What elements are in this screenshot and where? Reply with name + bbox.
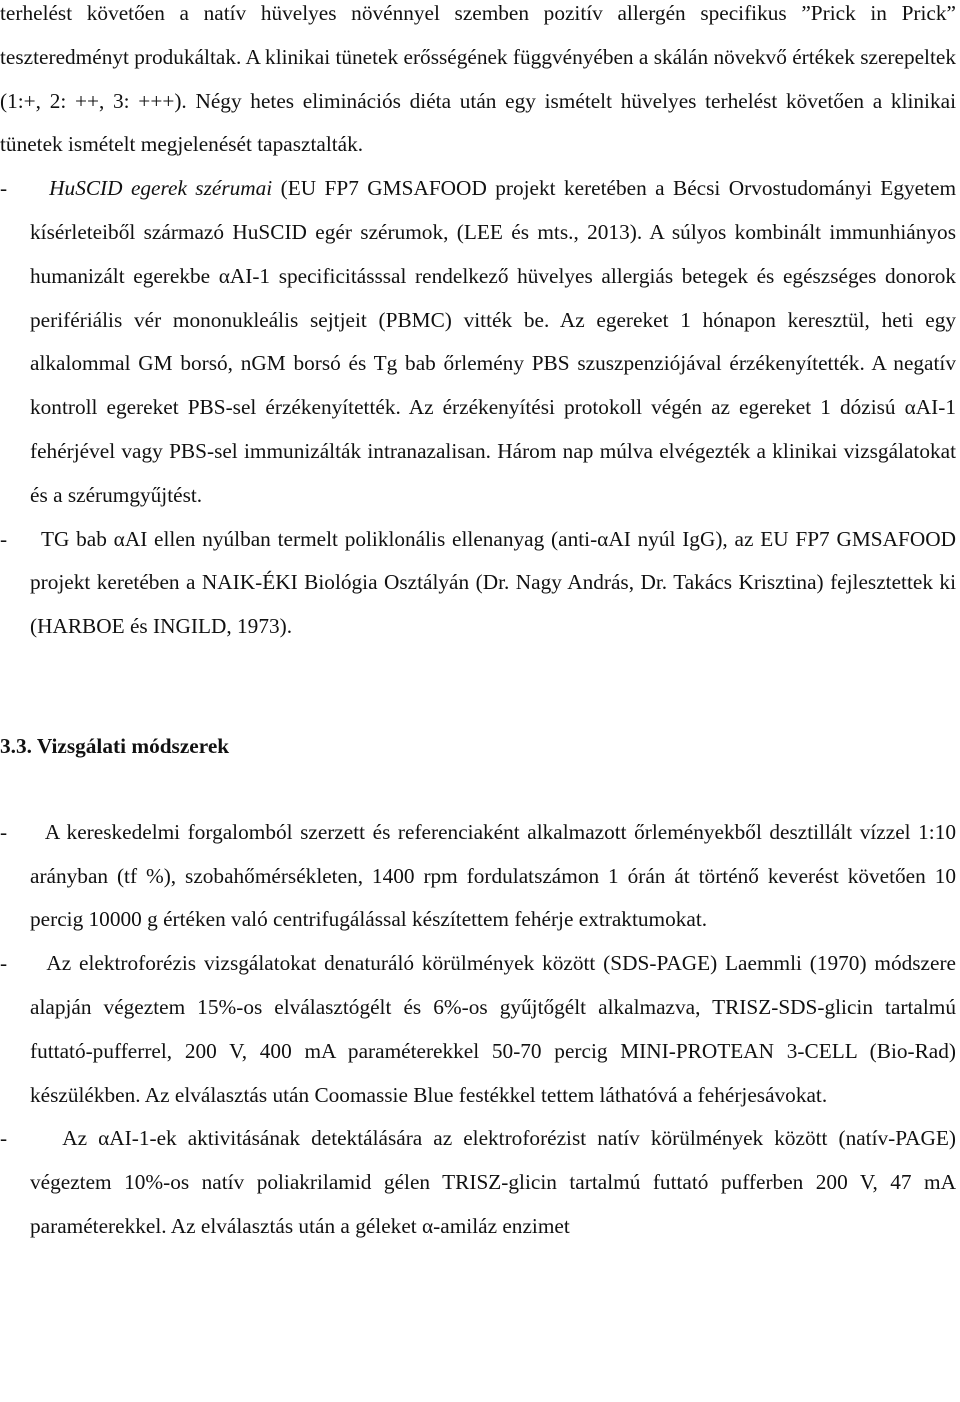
list-item-sds-page <box>0 942 956 1117</box>
paragraph-allergy-patients <box>0 0 956 167</box>
list-item-text: Az αAI-1-ek aktivitásának detektálására az elektroforézist natív körülmények között (natív-PAGE) végeztem 10%-os natív poliakrilamid gélen TRISZ-glicin tartalmú futtató pufferben 200 V, 47 mA paraméterekkel. Az elválasztás után a géleket α-amiláz enzimet <box>30 1126 957 1238</box>
list-dash: - <box>0 176 8 201</box>
list-item-text: A kereskedelmi forgalomból szerzett és referenciaként alkalmazott őrleményekből desztillált vízzel 1:10 arányban (tf %), szobahőmérsékleten, 1400 rpm fordulatszámon 1 órán át történő keverést követően 10 percig 10000 g értéken való centrifugálással készítettem fehérje extraktumokat. <box>30 819 956 932</box>
list-item-huscid-sera <box>0 167 956 517</box>
section-heading: 3.3. Vizsgálati módszerek <box>0 733 230 758</box>
list-item-text: (EU FP7 GMSAFOOD projekt keretében a Bécsi Orvostudományi Egyetem kísérleteiből származó HuSCID egér szérumok, (LEE és mts., 2013). A súlyos kombinált immunhiányos humanizált egerekbe αAI-1 specificitásssal rendelkező hüvelyes allergiás betegek és egészséges donorok perifériális vér mononukleális sejtjeit (PBMC) vitték be. Az egereket 1 hónapon keresztül, heti egy alkalommal GM borsó, nGM borsó és Tg bab őrlemény PBS szuszpenziójával érzékenyítették. A negatív kontroll egereket PBS-sel érzékenyítették. Az érzékenyítési protokoll végén az egereket 1 dózisú αAI-1 fehérjével vagy PBS-sel immunizálták intranazalisan. Három nap múlva elvégezték a klinikai vizsgálatokat és a szérumgyűjtést. <box>30 176 957 507</box>
list-item-text: TG bab αAI ellen nyúlban termelt poliklonális ellenanyag (anti-αAI nyúl IgG), az EU FP7 GMSAFOOD projekt keretében a NAIK-ÉKI Biológia Osztályán (Dr. Nagy András, Dr. Takács Krisztina) fejlesztettek ki (HARBOE és INGILD, 1973). <box>30 526 956 639</box>
list-item-text: Az elektroforézis vizsgálatokat denaturáló körülmények között (SDS-PAGE) Laemmli (1970) módszere alapján végeztem 15%-os elválasztógélt és 6%-os gyűjtőgélt alkalmazva, TRISZ-SDS-glicin tartalmú futtató-pufferrel, 200 V, 400 mA paraméterekkel 50-70 percig MINI-PROTEAN 3-CELL (Bio-Rad) készülékben. Az elválasztás után Coomassie Blue festékkel tettem láthatóvá a fehérjesávokat. <box>30 951 956 1107</box>
italic-term: HuSCID egerek szérumai <box>49 176 273 201</box>
list-item-protein-extracts <box>0 811 956 942</box>
list-dash: - <box>0 526 8 551</box>
list-dash: - <box>0 1126 8 1151</box>
list-dash: - <box>0 819 8 844</box>
list-item-polyclonal-antibody <box>0 518 956 649</box>
list-item-native-page <box>0 1117 956 1248</box>
paragraph-text: terhelést követően a natív hüvelyes növénnyel szemben pozitív allergén specifikus ”Prick in Prick” teszteredményt produkáltak. A klinikai tünetek erősségének függvényében a skálán növekvő értékek szerepeltek (1:+, 2: ++, 3: +++). Négy hetes eliminációs diéta után egy ismételt hüvelyes terhelést követően a klinikai tünetek ismételt megjelenését tapasztalták. <box>0 1 956 157</box>
list-dash: - <box>0 951 8 976</box>
